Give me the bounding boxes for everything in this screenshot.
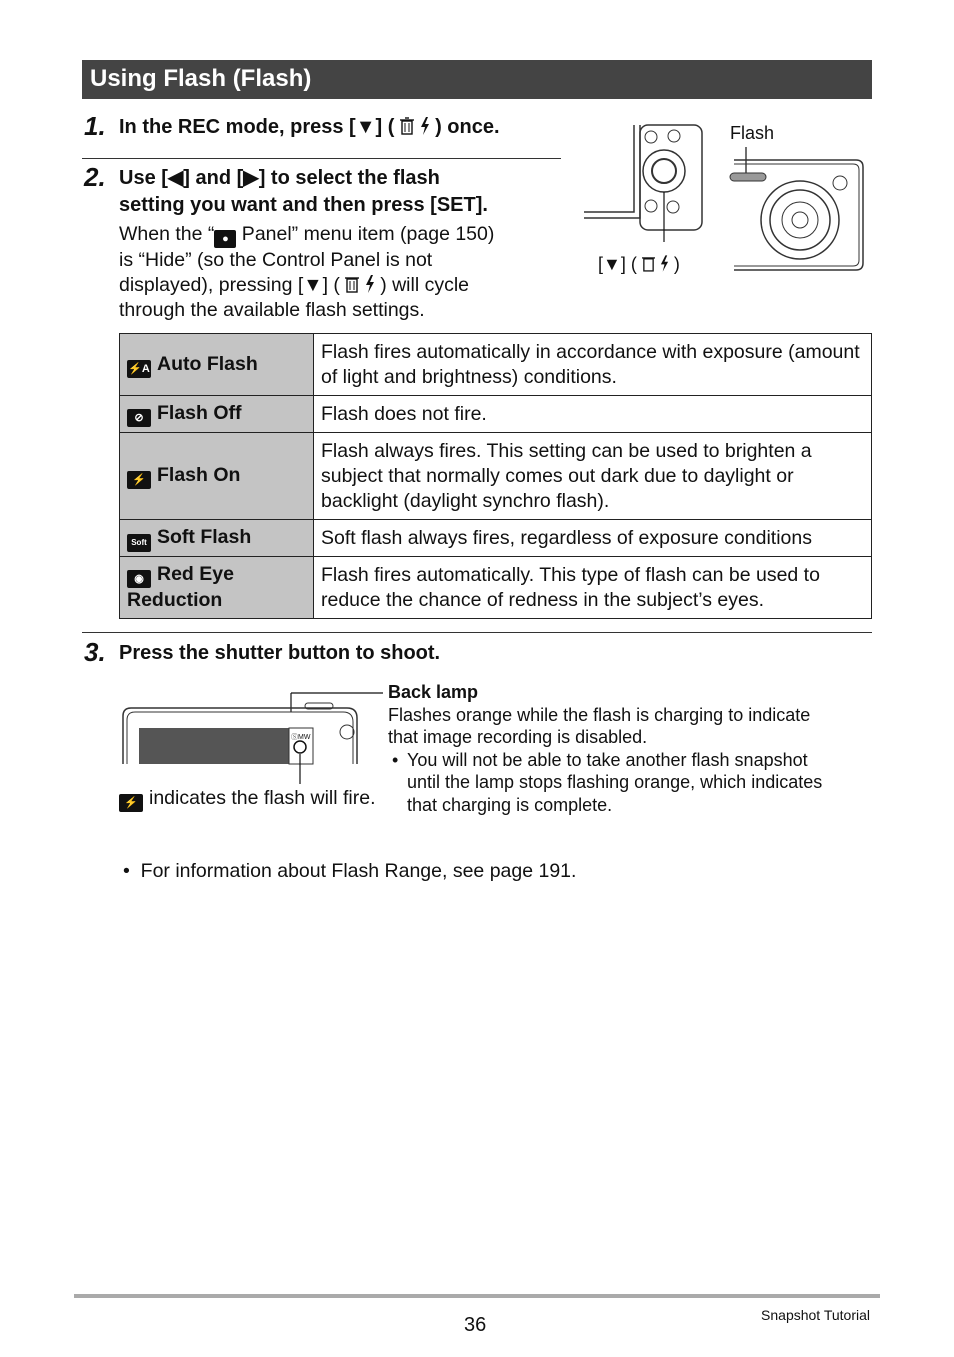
step-2-text-c: ] to select the flash	[258, 167, 440, 189]
step-3-number: 3.	[84, 637, 106, 667]
section-title-bar	[82, 60, 872, 99]
mode-name: Soft Flash	[157, 525, 252, 548]
flash-bolt-icon	[365, 275, 375, 293]
mode-name: Flash Off	[157, 402, 242, 424]
step-2-body-b: Panel” menu item (page 150)	[236, 223, 495, 245]
table-row	[120, 433, 872, 520]
section-name: Snapshot Tutorial	[761, 1307, 870, 1323]
flash-bolt-icon	[660, 255, 669, 272]
svg-text:ⓈMW: ⓈMW	[291, 734, 311, 741]
flash-bolt-icon	[420, 117, 430, 135]
camera-icon: ●	[214, 230, 236, 248]
back-lamp-line-2: that image recording is disabled.	[388, 727, 648, 747]
left-arrow-icon: ◀	[167, 167, 184, 189]
right-arrow-icon: ▶	[243, 167, 259, 189]
mode-cell	[120, 334, 314, 396]
down-arrow-icon: ▼	[355, 116, 376, 138]
step-2-body-d: ] (	[322, 274, 340, 296]
footer-divider	[74, 1294, 880, 1298]
mode-cell	[120, 520, 314, 557]
step-1-text	[119, 114, 500, 141]
down-arrow-icon: ▼	[303, 274, 323, 296]
divider	[82, 632, 872, 633]
flash-modes-table	[119, 333, 872, 619]
mode-description: Flash always fires. This setting can be used to brighten a subject that normally comes out dark due to daylight or backlight (daylight synchro flash).	[314, 433, 872, 520]
button-label-a: [	[598, 254, 604, 274]
mode-description: Flash does not fire.	[314, 396, 872, 433]
table-row	[120, 396, 872, 433]
camera-back-lamp-illustration	[119, 684, 389, 794]
table-row	[120, 557, 872, 619]
step-2-body-line-4: through the available flash settings.	[119, 299, 425, 321]
indicator-caption-text: indicates the flash will fire.	[149, 787, 376, 809]
mode-name: Auto Flash	[157, 352, 258, 375]
back-lamp-title: Back lamp	[388, 682, 479, 702]
table-row	[120, 520, 872, 557]
trash-icon	[400, 117, 414, 135]
mode-name: Flash On	[157, 464, 241, 486]
note-text: For information about Flash Range, see page 191.	[140, 860, 577, 882]
step-2-heading	[119, 165, 488, 219]
flash-label: Flash	[730, 123, 775, 143]
back-lamp-line-1: Flashes orange while the flash is charging to indicate	[388, 704, 811, 725]
down-arrow-icon: ▼	[603, 254, 621, 274]
mode-description: Flash fires automatically in accordance with exposure (amount of light and brightness) conditions.	[314, 334, 872, 396]
red-eye-icon: ◉	[127, 570, 151, 588]
bullet-line-2: until the lamp stops flashing orange, which indicates	[407, 772, 823, 792]
step-2-body	[119, 222, 494, 323]
mode-cell	[120, 557, 314, 619]
flash-on-icon: ⚡	[127, 471, 151, 489]
bullet-line-1: You will not be able to take another flash snapshot	[407, 749, 808, 770]
step-1-text-a: In the REC mode, press [	[119, 116, 356, 138]
back-lamp-callout	[388, 681, 822, 816]
flash-button-label	[598, 252, 680, 277]
step-1-number: 1.	[84, 111, 106, 141]
step-2-text-b: ] and [	[183, 167, 244, 189]
bullet-icon: •	[123, 860, 130, 882]
button-label-b: ] (	[620, 254, 637, 274]
button-label-c: )	[673, 254, 680, 274]
page-title: Using Flash (Flash)	[90, 65, 312, 92]
trash-icon	[345, 275, 359, 293]
mode-cell	[120, 433, 314, 520]
step-2-body-c: displayed), pressing [	[119, 274, 304, 296]
page-number: 36	[464, 1314, 487, 1336]
step-1-text-c: ) once.	[435, 116, 500, 138]
flash-off-icon: ⊘	[127, 409, 151, 427]
table-row	[120, 334, 872, 396]
step-2-body-line-2: is “Hide” (so the Control Panel is not	[119, 249, 433, 271]
camera-front-illustration	[726, 120, 866, 280]
flash-indicator-caption	[119, 786, 376, 812]
mode-name: Red Eye Reduction	[127, 563, 234, 611]
mode-description: Flash fires automatically. This type of flash can be used to reduce the chance of redness in the subject’s eyes.	[314, 557, 872, 619]
step-1-text-b: ] (	[375, 116, 395, 138]
step-2-number: 2.	[84, 162, 106, 192]
soft-flash-icon: Soft	[127, 534, 151, 552]
divider	[82, 158, 561, 159]
step-2-body-a: When the “	[119, 223, 215, 245]
back-lamp-bullet	[388, 749, 822, 817]
step-2-line-2: setting you want and then press [SET].	[119, 194, 488, 216]
bullet-icon: •	[392, 749, 399, 770]
flash-range-note	[123, 859, 576, 884]
step-3-text: Press the shutter button to shoot.	[119, 642, 441, 664]
mode-description: Soft flash always fires, regardless of exposure conditions	[314, 520, 872, 557]
flash-on-icon: ⚡	[119, 794, 143, 812]
bullet-line-3: that charging is complete.	[407, 794, 613, 815]
trash-icon	[642, 255, 655, 272]
step-2-body-e: ) will cycle	[380, 274, 470, 296]
auto-flash-icon: ⚡A	[127, 360, 151, 378]
mode-cell	[120, 396, 314, 433]
step-2-text-a: Use [	[119, 167, 168, 189]
